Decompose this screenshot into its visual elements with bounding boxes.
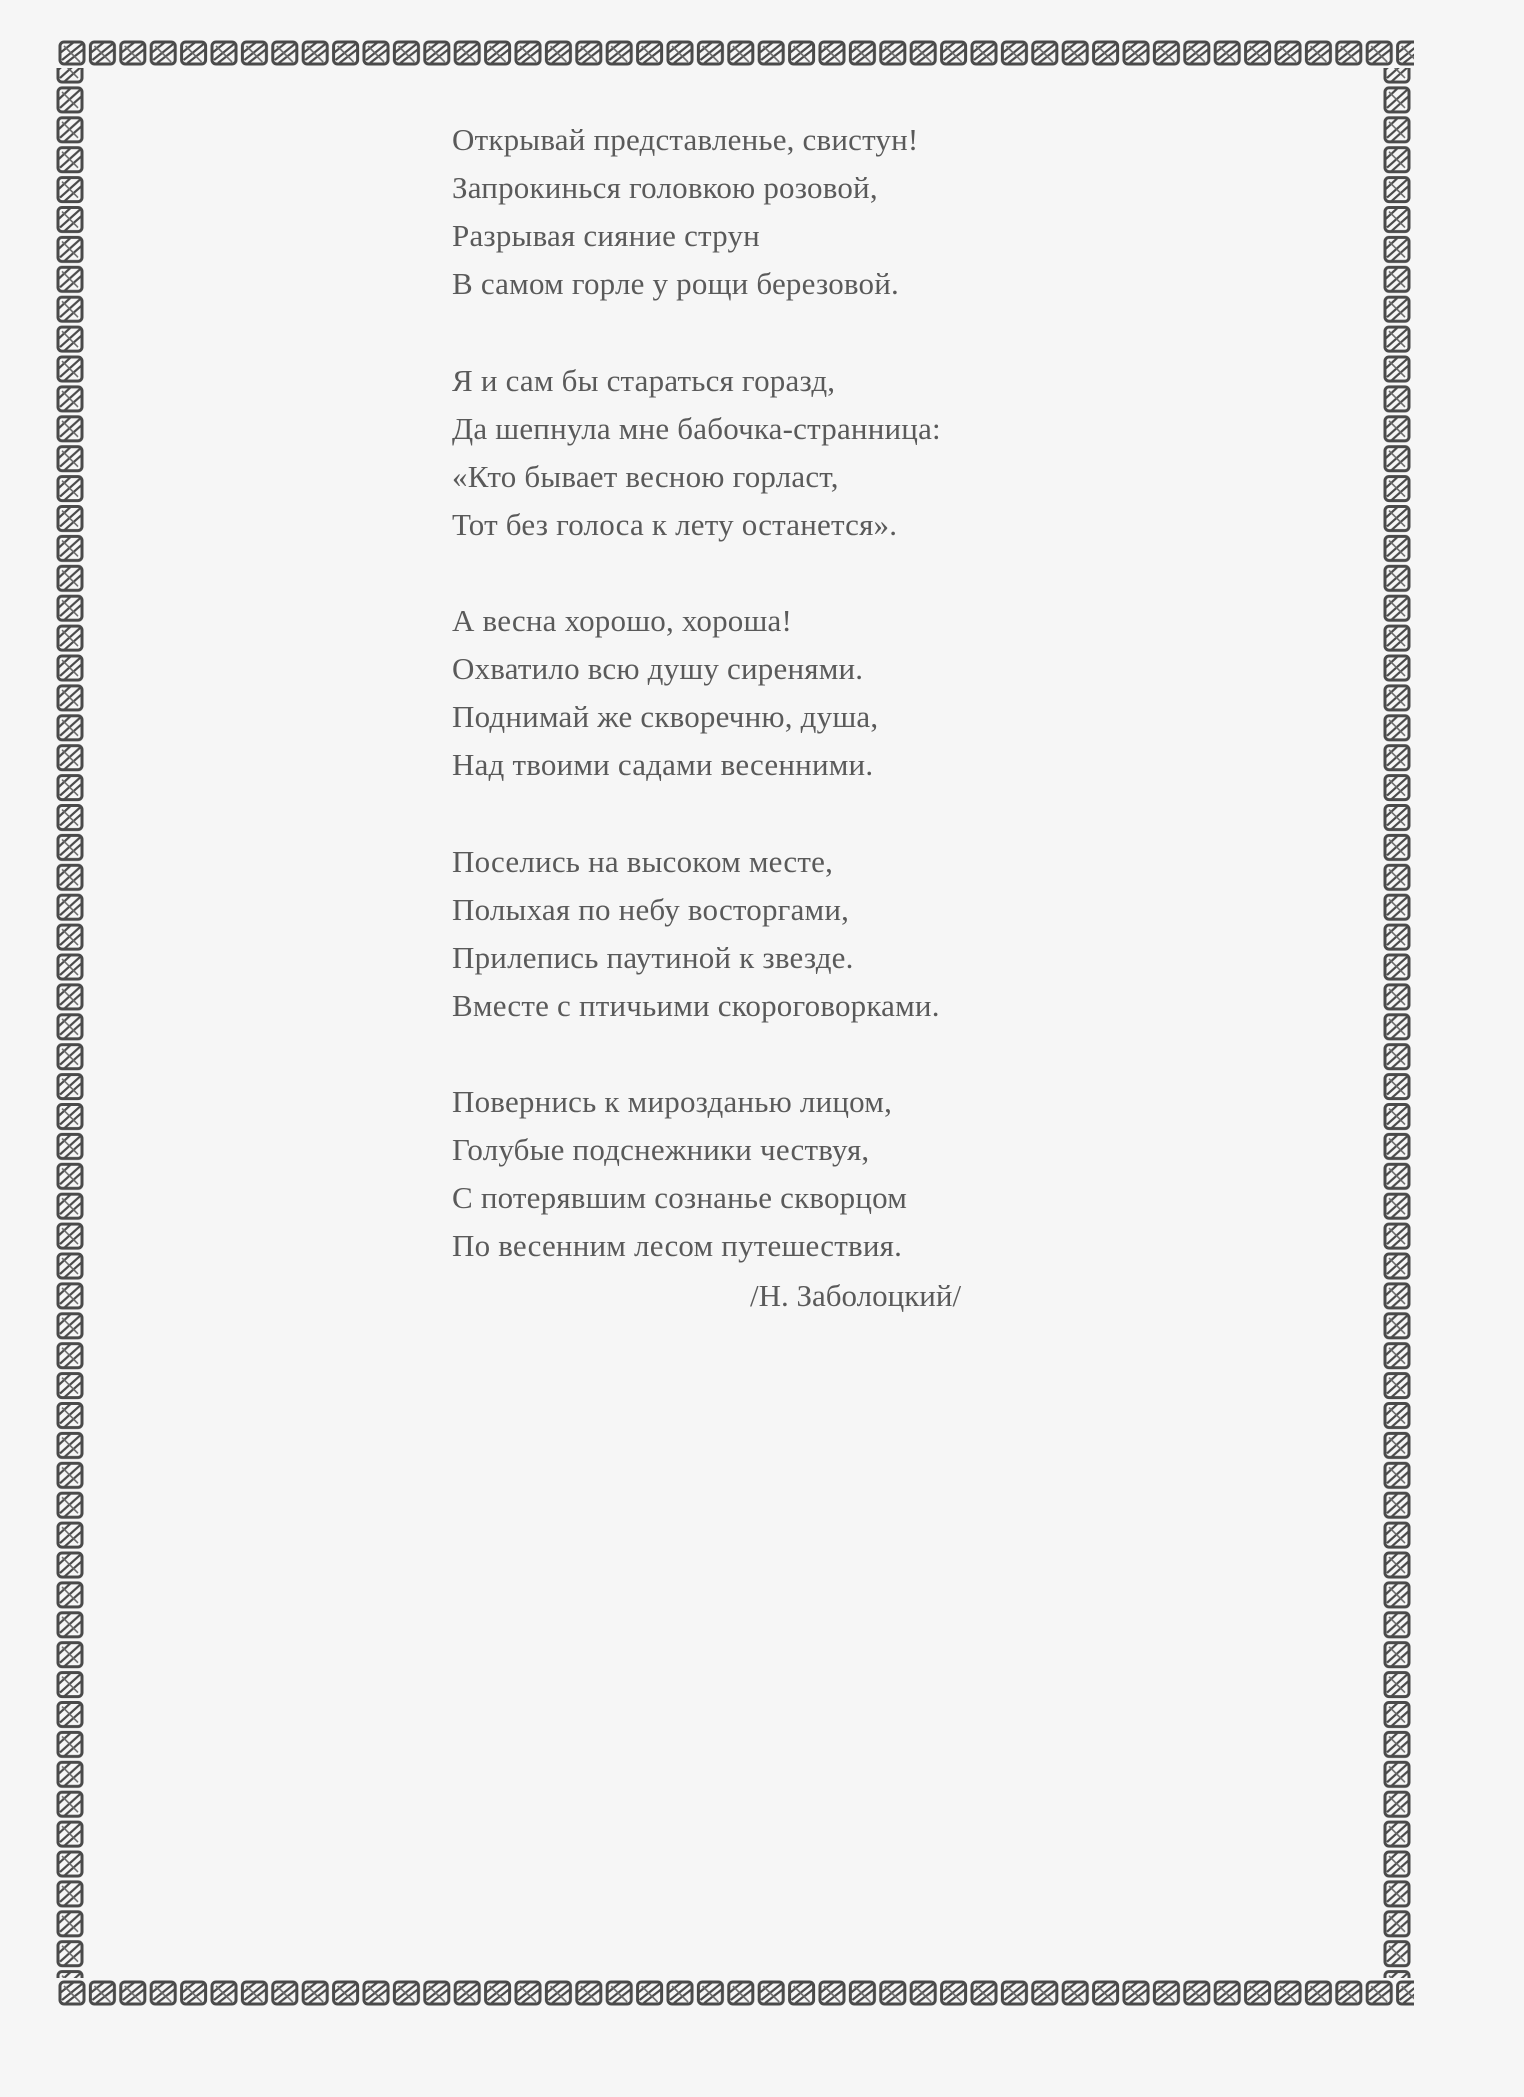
poem-line: В самом горле у рощи березовой. bbox=[452, 266, 899, 301]
poem-author: /Н. Заболоцкий/ bbox=[750, 1278, 962, 1313]
poem-line: Поднимай же скворечню, душа, bbox=[452, 699, 879, 734]
stanza-2 bbox=[452, 357, 1072, 549]
poem-text bbox=[452, 116, 1072, 1319]
border-left bbox=[55, 68, 85, 1978]
border-top bbox=[58, 38, 1414, 68]
poem-line: С потерявшим сознанье скворцом bbox=[452, 1180, 908, 1215]
poem-line: Запрокинься головкою розовой, bbox=[452, 170, 878, 205]
stanza-4 bbox=[452, 838, 1072, 1030]
poem-line: Разрывая сияние струн bbox=[452, 218, 760, 253]
poem-line: Над твоими садами весенними. bbox=[452, 747, 874, 782]
poem-line: Вместе с птичьими скороговорками. bbox=[452, 987, 940, 1023]
poem-line: Голубые подснежники чествуя, bbox=[452, 1132, 870, 1167]
poem-line: Поселись на высоком месте, bbox=[452, 843, 834, 879]
poem-line: Прилепись паутиной к звезде. bbox=[452, 939, 854, 975]
poem-line: «Кто бывает весною горласт, bbox=[452, 458, 839, 494]
border-right bbox=[1382, 68, 1412, 1978]
poem-line: Я и сам бы стараться горазд, bbox=[452, 362, 836, 398]
poem-line: Повернись к мирозданью лицом, bbox=[452, 1084, 893, 1119]
poem-line: Открывай представленье, свистун! bbox=[452, 122, 919, 157]
poem-line: По весенним лесом путешествия. bbox=[452, 1228, 903, 1263]
poem-line: Да шепнула мне бабочка-странница: bbox=[452, 410, 941, 446]
stanza-3 bbox=[452, 597, 1072, 789]
stanza-1 bbox=[452, 116, 1072, 308]
poem-line: Полыхая по небу восторгами, bbox=[452, 891, 850, 927]
stanza-5 bbox=[452, 1078, 1072, 1270]
poem-line: Тот без голоса к лету останется». bbox=[452, 506, 898, 542]
poem-line: А весна хорошо, хороша! bbox=[452, 603, 793, 638]
border-bottom bbox=[58, 1978, 1414, 2008]
poem-line: Охватило всю душу сиренями. bbox=[452, 651, 864, 686]
